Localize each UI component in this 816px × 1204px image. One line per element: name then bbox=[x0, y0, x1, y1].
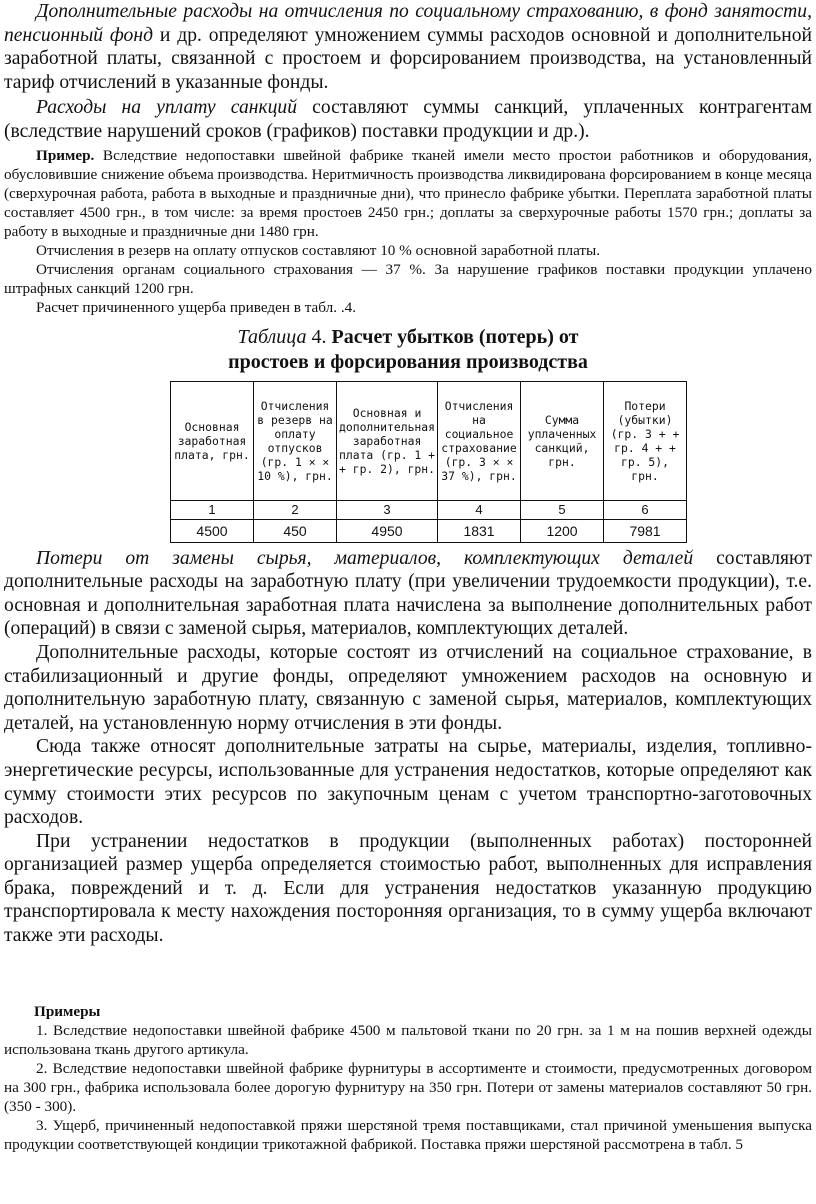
example-line-text: Отчисления органам социального страхования — 37 %. За нарушение графиков поставки продукции уплачено штрафных санкций 1200 грн. bbox=[4, 260, 812, 297]
paragraph-sanctions bbox=[4, 96, 812, 143]
table-cell: 4 bbox=[438, 500, 521, 519]
caption-number: 4. bbox=[306, 325, 332, 348]
example-label: Пример. bbox=[36, 146, 95, 164]
table-header-cell: Основная и дополнительная заработная плата (гр. 1 + + гр. 2), грн. bbox=[337, 381, 438, 500]
table-caption bbox=[4, 325, 812, 375]
table-cell: 450 bbox=[254, 519, 337, 542]
paragraph-social-insurance bbox=[4, 0, 812, 94]
table-cell: 7981 bbox=[604, 519, 687, 542]
paragraph-text: Сюда также относят дополнительные затраты на сырье, материалы, изделия, топливно-энергетические ресурсы, использованные для устранения недостатков, которые определяют как сумму стоимости этих ресурсов по закупочным ценам с учетом транспортно-заготовочных расходов. bbox=[4, 736, 812, 829]
example-line-text: Отчисления в резерв на оплату отпусков составляют 10 % основной заработной платы. bbox=[36, 241, 601, 259]
table-cell: 2 bbox=[254, 500, 337, 519]
table-cell: 1831 bbox=[438, 519, 521, 542]
table-header-cell: Основная заработная плата, грн. bbox=[171, 381, 254, 500]
example-item bbox=[4, 1021, 812, 1059]
table-row bbox=[171, 519, 687, 542]
table-header-cell: Отчисления в резерв на оплату отпусков (гр. 1 × × 10 %), грн. bbox=[254, 381, 337, 500]
example-line bbox=[4, 298, 812, 317]
table-header-row bbox=[171, 381, 687, 500]
table-header-cell: Отчисления на социальное страхование (гр. 3 × × 37 %), грн. bbox=[438, 381, 521, 500]
example-block bbox=[4, 146, 812, 241]
example-line bbox=[4, 241, 812, 260]
examples-heading-text: Примеры bbox=[34, 1002, 101, 1020]
term-sanctions: Расходы на уплату санкций bbox=[36, 97, 298, 119]
term-additional-expenses: Дополнительные расходы на отчисления по социальному страхованию, в фонд занятости, пенсионный фонд bbox=[4, 1, 812, 46]
examples-heading bbox=[4, 1002, 812, 1021]
example-item bbox=[4, 1059, 812, 1116]
example-line bbox=[4, 260, 812, 298]
table-column-number-row bbox=[171, 500, 687, 519]
table-cell: 6 bbox=[604, 500, 687, 519]
example-line-text: Расчет причиненного ущерба приведен в табл. .4. bbox=[36, 298, 357, 316]
caption-label: Таблица bbox=[237, 325, 307, 348]
caption-title-line2: простоев и форсирования производства bbox=[228, 350, 588, 373]
example-item-text: 1. Вследствие недопоставки швейной фабрике 4500 м пальтовой ткани по 20 грн. за 1 м на пошив верхней одежды использована ткань другого артикула. bbox=[4, 1021, 812, 1058]
table-cell: 3 bbox=[337, 500, 438, 519]
table-header-cell: Сумма уплаченных санкций, грн. bbox=[521, 381, 604, 500]
term-replacement-losses: Потери от замены сырья, материалов, комплектующих деталей bbox=[36, 547, 694, 569]
paragraph-additional-expenses bbox=[4, 641, 812, 735]
table-header-cell: Потери (убытки) (гр. 3 + + гр. 4 + + гр. 5), грн. bbox=[604, 381, 687, 500]
table-cell: 4500 bbox=[171, 519, 254, 542]
paragraph-text: При устранении недостатков в продукции (выполненных работах) посторонней организацией размер ущерба определяется стоимостью работ, выполненных для исправления брака, повреждений и т. д. Если для устранения недостатков указанную продукцию транспортировала к месту нахождения посторонняя организация, то в сумму ущерба включают также эти расходы. bbox=[4, 830, 812, 947]
example-item-text: 3. Ущерб, причиненный недопоставкой пряжи шерстяной тремя поставщиками, стал причиной уменьшения выпуска продукции соответствующей кондиции трикотажной фабрикой. Поставка пряжи шерстяной рассмотрена в табл. 5 bbox=[4, 1116, 812, 1153]
paragraph-replacement-losses bbox=[4, 547, 812, 641]
loss-table bbox=[170, 381, 687, 543]
paragraph-third-party bbox=[4, 830, 812, 948]
paragraph-text: составляют дополнительные расходы на заработную плату (при увеличении трудоемкости продукции), т.е. основная и дополнительная заработная плата начислена за выполнение дополнительных работ (операций) в связи с заменой сырья, материалов, комплектующих деталей. bbox=[4, 547, 812, 640]
example-item bbox=[4, 1116, 812, 1154]
table-cell: 5 bbox=[521, 500, 604, 519]
example-text: Вследствие недопоставки швейной фабрике тканей имели место простои работников и оборудования, обусловившие снижение объема производства. Неритмичность производства ликвидирована форсированием в конце месяца (сверхурочная работа, работа в выходные и праздничные дни), что принесло фабрике убытки. Переплата заработной платы составляет 4500 грн., в том числе: за время простоев 2450 грн.; доплаты за сверхурочные работы 1570 грн.; доплаты за работу в выходные и праздничные дни 1480 грн. bbox=[4, 146, 812, 240]
table-cell: 1200 bbox=[521, 519, 604, 542]
spacer bbox=[4, 948, 812, 1002]
table-cell: 4950 bbox=[337, 519, 438, 542]
table-cell: 1 bbox=[171, 500, 254, 519]
caption-title-line1: Расчет убытков (потерь) от bbox=[331, 325, 579, 348]
paragraph-resources bbox=[4, 735, 812, 829]
example-item-text: 2. Вследствие недопоставки швейной фабрике фурнитуры в ассортименте и стоимости, предусмотренных договором на 300 грн., фабрика использовала более дорогую фурнитуру на 350 грн. Потери от замены материалов составляют 50 грн. (350 - 300). bbox=[4, 1059, 812, 1115]
paragraph-text: составляют суммы санкций, уплаченных контрагентам (вследствие нарушений сроков (графиков) поставки продукции и др.). bbox=[4, 97, 812, 142]
paragraph-text: и др. определяют умножением суммы расходов основной и дополнительной заработной платы, связанной с простоем и форсированием производства, на установленный тариф отчислений в указанные фонды. bbox=[4, 24, 812, 93]
paragraph-text: Дополнительные расходы, которые состоят из отчислений на социальное страхование, в стабилизационный и другие фонды, определяют умножением расходов на основную и дополнительную заработную плату, связанную с заменой сырья, материалов, комплектующих деталей, на установленную норму отчисления в эти фонды. bbox=[4, 641, 812, 734]
